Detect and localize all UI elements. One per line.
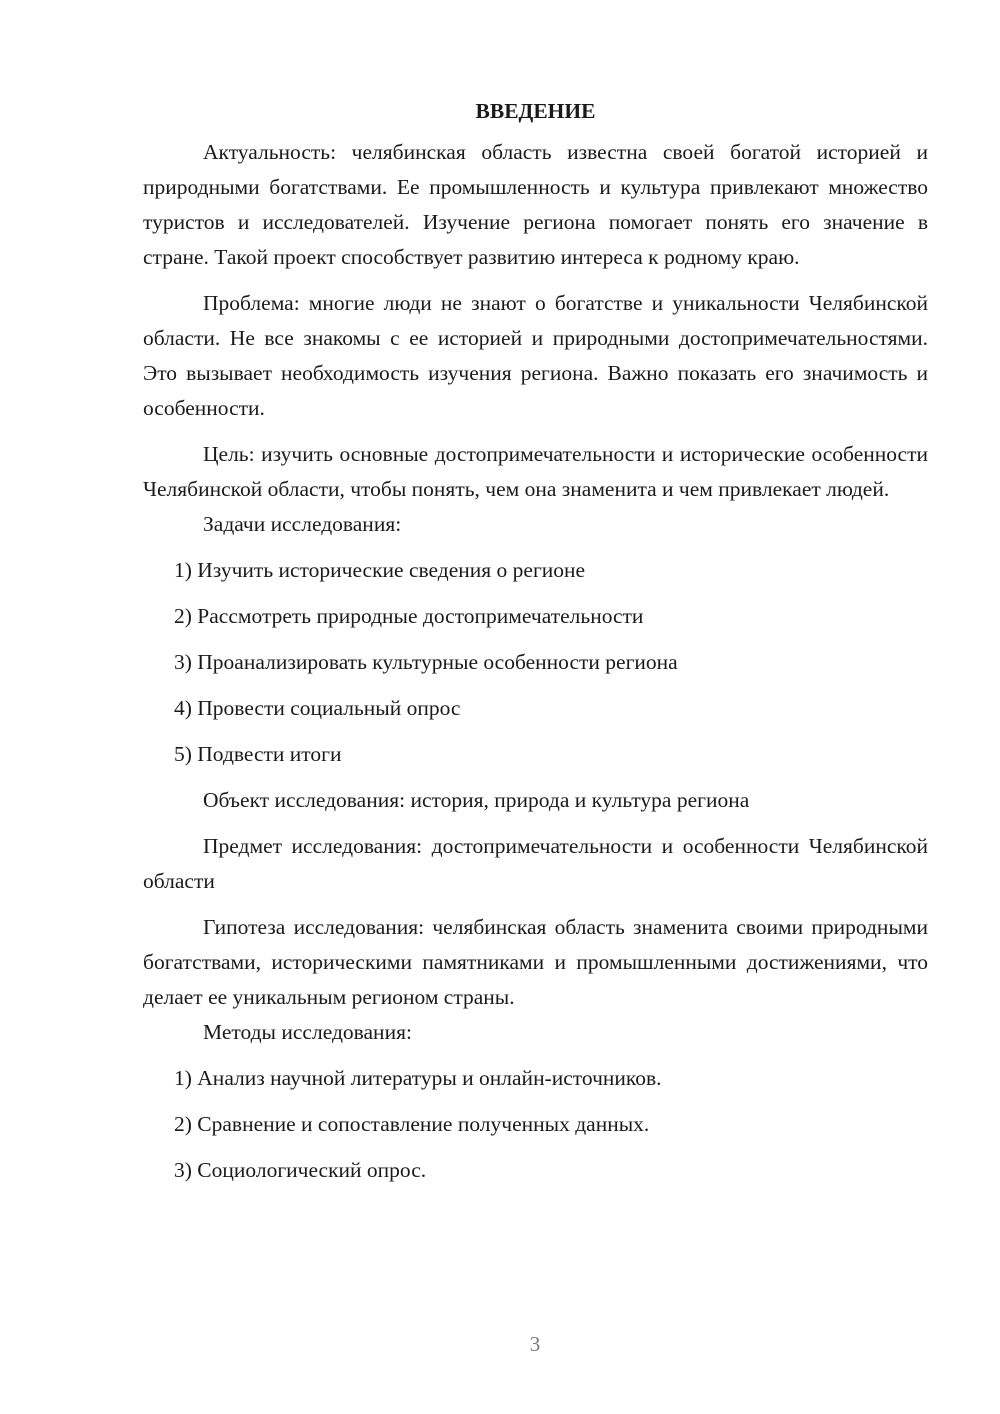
task-item: 3) Проанализировать культурные особенности региона	[174, 650, 678, 674]
method-item: 1) Анализ научной литературы и онлайн-источников.	[174, 1066, 662, 1090]
page-number: 3	[529, 1332, 541, 1356]
relevance-paragraph: Актуальность: челябинская область известна своей богатой историей и природными богатствами. Ее промышленность и культура привлекают множество туристов и исследователей. Изучение региона помогает понять его значение в стране. Такой проект способствует развитию интереса к родному краю.	[143, 140, 928, 269]
page-title: ВВЕДЕНИЕ	[475, 99, 596, 123]
goal-paragraph: Цель: изучить основные достопримечательности и исторические особенности Челябинской области, чтобы понять, чем она знаменита и чем привлекает людей.	[143, 442, 928, 501]
method-item: 3) Социологический опрос.	[174, 1158, 427, 1182]
problem-paragraph: Проблема: многие люди не знают о богатстве и уникальности Челябинской области. Не все знакомы с ее историей и природными достопримечательностями. Это вызывает необходимость изучения региона. Важно показать его значимость и особенности.	[143, 291, 928, 420]
object-line: Объект исследования: история, природа и культура региона	[203, 788, 750, 812]
tasks-heading: Задачи исследования:	[203, 512, 402, 536]
task-item: 2) Рассмотреть природные достопримечательности	[174, 604, 644, 628]
task-item: 5) Подвести итоги	[174, 742, 342, 766]
methods-heading: Методы исследования:	[203, 1020, 412, 1044]
method-item: 2) Сравнение и сопоставление полученных данных.	[174, 1112, 650, 1136]
hypothesis-paragraph: Гипотеза исследования: челябинская область знаменита своими природными богатствами, историческими памятниками и промышленными достижениями, что делает ее уникальным регионом страны.	[143, 915, 928, 1009]
task-item: 1) Изучить исторические сведения о регионе	[174, 558, 586, 582]
document-page	[143, 92, 928, 1188]
task-item: 4) Провести социальный опрос	[174, 696, 461, 720]
subject-paragraph: Предмет исследования: достопримечательности и особенности Челябинской области	[143, 834, 928, 893]
